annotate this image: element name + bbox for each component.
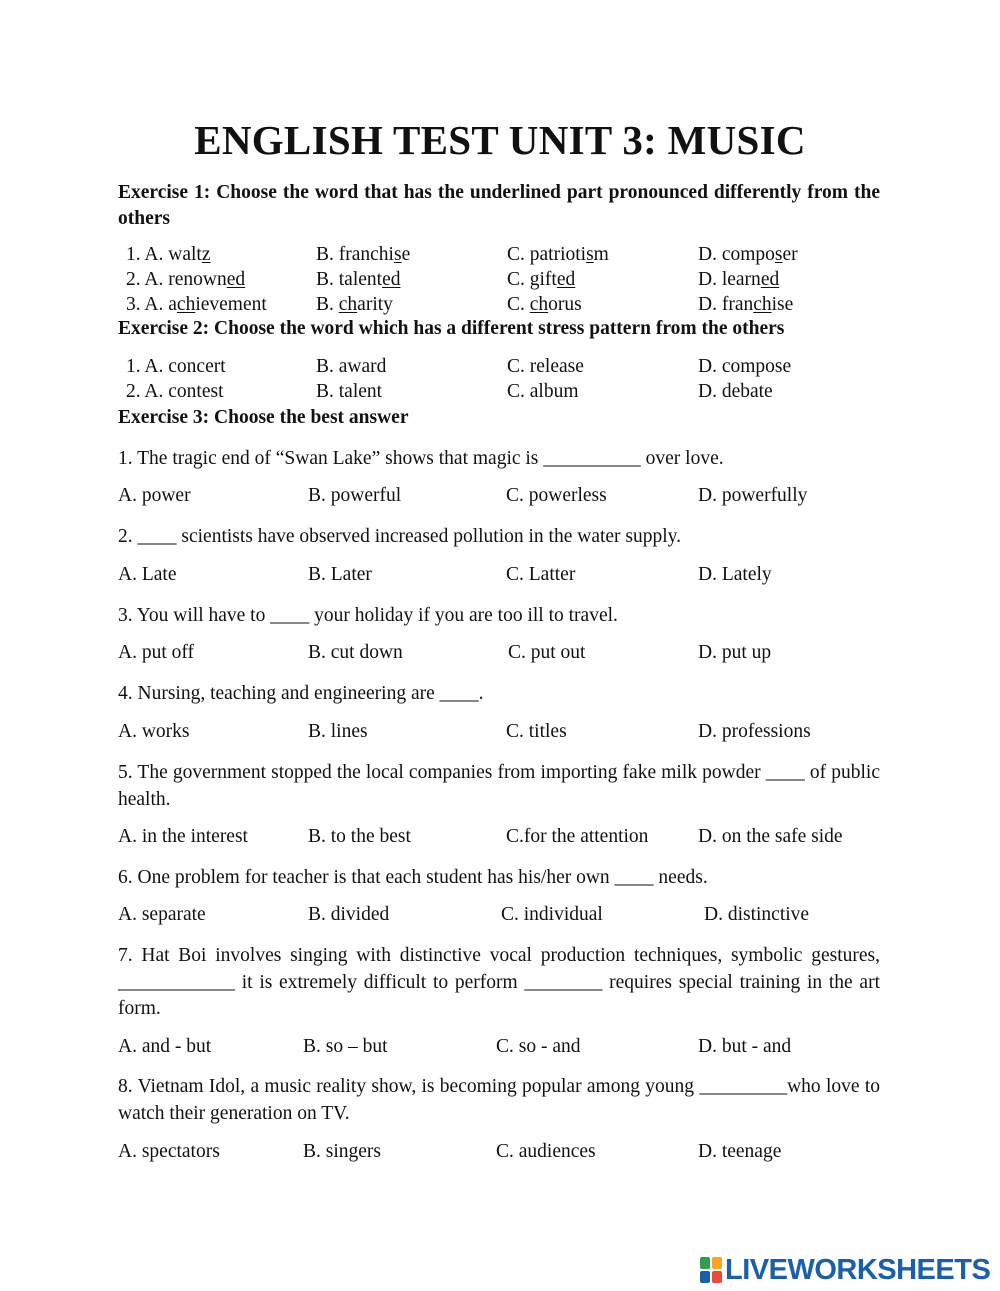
- underlined-part: ch: [338, 294, 358, 315]
- option-text: 1. A. walt: [126, 244, 202, 265]
- answer-option: B. divided: [308, 904, 390, 925]
- question-text: 2. ____ scientists have observed increased pollution in the water supply.: [118, 526, 682, 547]
- answer-option: D. distinctive: [704, 904, 810, 925]
- underlined-part: s: [586, 244, 594, 265]
- ex2-option: 2. A. contest: [126, 381, 224, 402]
- question-text: 5. The government stopped the local companies from importing fake milk powder ____ of public health.: [118, 762, 880, 810]
- option-text: m: [593, 244, 609, 265]
- underlined-part: ch: [753, 294, 772, 315]
- answer-option: D. Lately: [698, 564, 772, 585]
- ex1-option: [507, 294, 582, 316]
- answer-option: B. Later: [308, 564, 372, 585]
- ex1-option: [507, 269, 575, 291]
- answer-option: C. so - and: [496, 1036, 581, 1057]
- option-text: C. gift: [507, 269, 557, 290]
- page-title: ENGLISH TEST UNIT 3: MUSIC: [194, 117, 806, 163]
- option-text: 3. A. a: [126, 294, 177, 315]
- option-text: C.: [507, 294, 530, 315]
- ex2-option: 1. A. concert: [126, 356, 226, 377]
- ex1-option: [316, 269, 400, 291]
- option-text: D. learn: [698, 269, 761, 290]
- logo-icon: [700, 1257, 722, 1283]
- ex1-option: [698, 294, 793, 316]
- answer-option: D. put up: [698, 642, 772, 663]
- answer-option: A. and - but: [118, 1036, 212, 1057]
- answer-option: C. individual: [501, 904, 603, 925]
- underlined-part: ed: [556, 269, 576, 290]
- option-text: C. patrioti: [507, 244, 587, 265]
- ex2-option: D. compose: [698, 356, 792, 377]
- logo-text: LIVEWORKSHEETS: [725, 1253, 991, 1286]
- option-text: ise: [771, 294, 794, 315]
- answer-option: C. powerless: [506, 485, 607, 506]
- answer-option: B. cut down: [308, 642, 403, 663]
- underlined-part: ed: [382, 269, 401, 290]
- answer-option: A. separate: [118, 904, 206, 925]
- option-text: er: [782, 244, 798, 265]
- ex2-option: D. debate: [698, 381, 773, 402]
- answer-option: A. works: [118, 721, 190, 742]
- option-text: B. talent: [316, 269, 383, 290]
- answer-option: B. powerful: [308, 485, 402, 506]
- ex2-option: B. talent: [316, 381, 383, 402]
- option-text: ievement: [195, 294, 267, 315]
- answer-option: B. lines: [308, 721, 368, 742]
- question-text: 6. One problem for teacher is that each student has his/her own ____ needs.: [118, 867, 708, 888]
- underlined-part: ch: [176, 294, 196, 315]
- option-text: D. fran: [698, 294, 754, 315]
- underlined-part: ch: [529, 294, 549, 315]
- answer-option: C. put out: [508, 642, 586, 663]
- exercise-2-heading: Exercise 2: Choose the word which has a different stress pattern from the others: [118, 318, 785, 339]
- option-text: orus: [548, 294, 582, 315]
- answer-option: D. on the safe side: [698, 826, 843, 847]
- answer-option: A. in the interest: [118, 826, 248, 847]
- answer-option: C. titles: [506, 721, 567, 742]
- ex1-option: [126, 294, 267, 316]
- ex1-option: [316, 244, 410, 266]
- liveworksheets-logo: [700, 1253, 991, 1286]
- ex1-option: [507, 244, 609, 266]
- answer-option: B. to the best: [308, 826, 411, 847]
- answer-option: A. Late: [118, 564, 177, 585]
- ex1-option: [126, 244, 211, 266]
- option-text: arity: [357, 294, 393, 315]
- option-text: 2. A. renown: [126, 269, 227, 290]
- ex2-option: C. release: [507, 356, 584, 377]
- ex1-option: [126, 269, 245, 291]
- question-text: 7. Hat Boi involves singing with distinctive vocal production techniques, symbolic gestures, ____________ it is extremely difficult to perform ________ requires special training in the art form.: [118, 945, 880, 1019]
- underlined-part: s: [774, 244, 783, 265]
- ex1-option: [316, 294, 393, 316]
- ex2-option: C. album: [507, 381, 579, 402]
- underlined-part: s: [393, 244, 402, 265]
- option-text: B.: [316, 294, 339, 315]
- answer-option: C.for the attention: [506, 826, 649, 847]
- question-text: 3. You will have to ____ your holiday if you are too ill to travel.: [118, 605, 618, 626]
- underlined-part: ed: [760, 269, 780, 290]
- answer-option: D. but - and: [698, 1036, 792, 1057]
- ex2-option: B. award: [316, 356, 387, 377]
- ex1-option: [698, 244, 798, 266]
- underlined-part: z: [201, 244, 211, 265]
- exercise-3-heading: Exercise 3: Choose the best answer: [118, 407, 409, 428]
- option-text: B. franchi: [316, 244, 394, 265]
- exercise-1-heading: Exercise 1: Choose the word that has the underlined part pronounced differently from the others: [118, 182, 880, 229]
- answer-option: B. so – but: [303, 1036, 388, 1057]
- answer-option: D. teenage: [698, 1141, 782, 1162]
- answer-option: C. audiences: [496, 1141, 596, 1162]
- option-text: e: [401, 244, 411, 265]
- answer-option: A. spectators: [118, 1141, 220, 1162]
- answer-option: D. professions: [698, 721, 811, 742]
- question-text: 1. The tragic end of “Swan Lake” shows that magic is __________ over love.: [118, 448, 724, 469]
- answer-option: A. put off: [118, 642, 195, 663]
- option-text: D. compo: [698, 244, 775, 265]
- answer-option: A. power: [118, 485, 191, 506]
- question-text: 4. Nursing, teaching and engineering are ____.: [118, 683, 484, 704]
- question-text: 8. Vietnam Idol, a music reality show, is becoming popular among young _________who love to watch their generation on TV.: [118, 1076, 880, 1124]
- answer-option: C. Latter: [506, 564, 576, 585]
- answer-option: D. powerfully: [698, 485, 808, 506]
- ex1-option: [698, 269, 779, 291]
- underlined-part: ed: [226, 269, 246, 290]
- answer-option: B. singers: [303, 1141, 381, 1162]
